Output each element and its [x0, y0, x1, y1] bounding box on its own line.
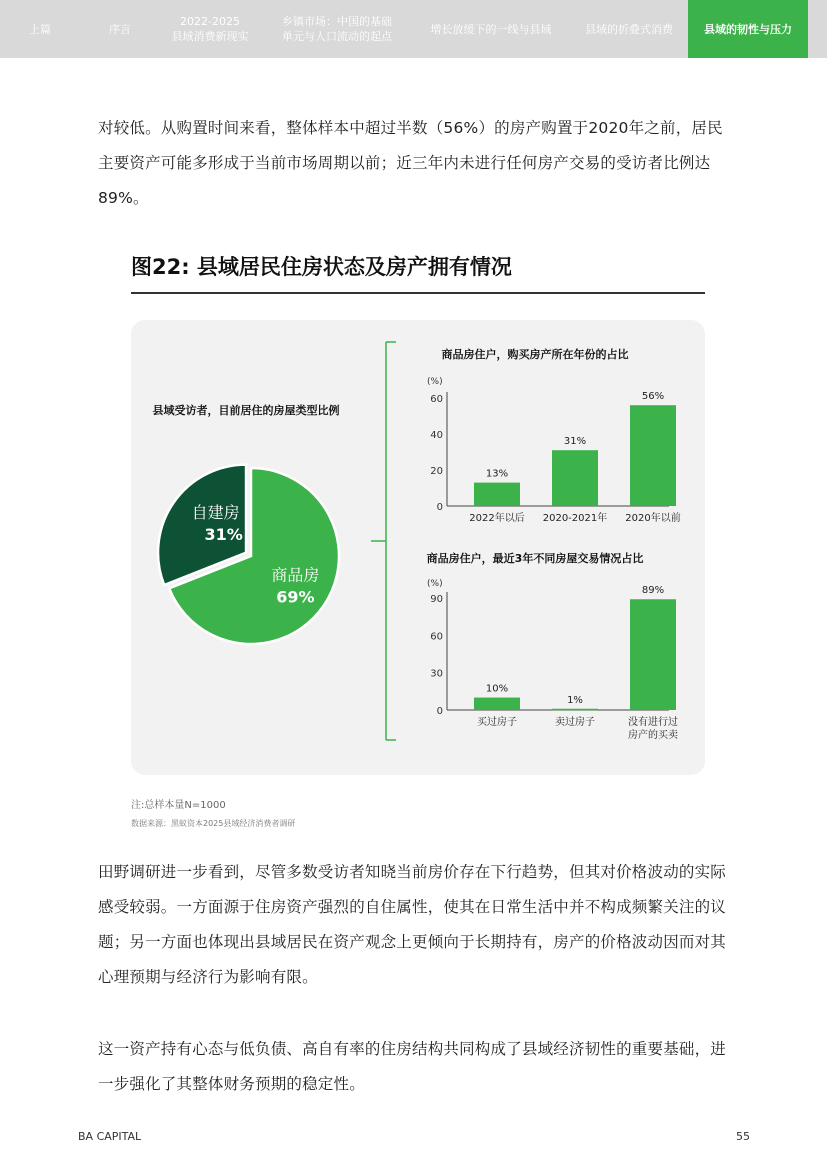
pie-label-value: 69% [276, 587, 315, 607]
nav-tab-preface[interactable]: 序言 [109, 22, 131, 36]
x-category-label: 卖过房子 [555, 717, 595, 728]
bar-chart-transactions [427, 551, 678, 741]
page-number: 55 [736, 1130, 750, 1143]
body-paragraph-3: 这一资产持有心态与低负债、高自有率的住房结构共同构成了县域经济韧性的重要基础，进一步强化了其整体财务预期的稳定性。 [98, 1040, 727, 1093]
bar-chart-1-title: 商品房住户，购买房产所在年份的占比 [441, 348, 629, 361]
x-category-label: 2020年以前 [625, 513, 681, 524]
body-paragraph-2: 田野调研进一步看到，尽管多数受访者知晓当前房价存在下行趋势，但其对价格波动的实际感受较弱。一方面源于住房资产强烈的自住属性，使其在日常生活中并不构成频繁关注的议题；另一方面也体现出县域居民在资产观念上更倾向于长期持有，房产的价格波动因而对其心理预期与经济行为影响有限。 [98, 863, 727, 986]
body-paragraph-1: 对较低。从购置时间来看，整体样本中超过半数（56%）的房产购置于2020年之前，居民主要资产可能多形成于当前市场周期以前；近三年内未进行任何房产交易的受访者比例达89%。 [98, 119, 723, 207]
figure-title: 图22: 县域居民住房状态及房产拥有情况 [131, 255, 512, 279]
bar [552, 709, 598, 711]
bar-value-label: 10% [485, 683, 509, 695]
bar-value-label: 56% [641, 391, 665, 403]
pie-chart [153, 403, 340, 644]
y-tick-label: 20 [430, 466, 443, 477]
y-tick-label: 40 [430, 430, 443, 441]
y-tick-label: 60 [430, 394, 443, 405]
x-category-label: 没有进行过 [628, 717, 678, 728]
bar [630, 405, 676, 506]
figure-note: 注:总样本量N=1000 [131, 800, 226, 811]
nav-tab-township-market[interactable]: 乡镇市场：中国的基础 单元与人口流动的起点 [282, 15, 392, 43]
bracket-connector [371, 342, 396, 740]
x-category-label: 买过房子 [477, 717, 517, 728]
figure-panel [131, 320, 705, 775]
bar-chart-purchase-year [427, 347, 681, 524]
bar [474, 698, 520, 710]
bar [552, 450, 598, 506]
bar-chart-2-title: 商品房住户，最近3年不同房屋交易情况占比 [426, 552, 644, 565]
bar-chart-1-unit: (%) [427, 377, 443, 387]
bar [474, 483, 520, 506]
pie-chart-title: 县域受访者，目前居住的房屋类型比例 [152, 404, 340, 417]
figure-source: 数据来源：黑蚁资本2025县域经济消费者调研 [131, 819, 296, 828]
nav-tab-county-reality[interactable]: 2022-2025 县域消费新现实 [171, 15, 249, 43]
nav-tab-resilience-active[interactable]: 县域的韧性与压力 [688, 0, 808, 58]
x-category-label: 2022年以后 [469, 513, 525, 524]
y-tick-label: 0 [436, 706, 443, 717]
y-tick-label: 90 [430, 594, 443, 605]
x-category-label: 房产的买卖 [628, 730, 678, 741]
bar-value-label: 13% [485, 468, 509, 480]
x-category-label: 2020-2021年 [542, 513, 608, 524]
y-tick-label: 30 [430, 668, 443, 680]
top-navigation [0, 0, 827, 58]
pie-label-name: 自建房 [191, 502, 240, 522]
nav-tab-tier1-county[interactable]: 增长放缓下的一线与县域 [430, 22, 552, 36]
figure-charts [131, 320, 705, 775]
figure-title-divider [131, 292, 705, 294]
pie-label-value: 31% [204, 524, 243, 544]
bar-value-label: 89% [641, 585, 665, 597]
nav-tab-folding-consumption[interactable]: 县域的折叠式消费 [585, 22, 673, 36]
bar-value-label: 31% [563, 436, 587, 448]
y-tick-label: 60 [430, 631, 443, 643]
y-tick-label: 0 [436, 502, 443, 513]
bar-value-label: 1% [567, 694, 583, 706]
bar [630, 599, 676, 710]
nav-tab-part1[interactable]: 上篇 [29, 22, 51, 36]
pie-label-name: 商品房 [271, 565, 320, 585]
footer-brand: BA CAPITAL [78, 1130, 142, 1143]
bar-chart-2-unit: (%) [427, 579, 443, 589]
